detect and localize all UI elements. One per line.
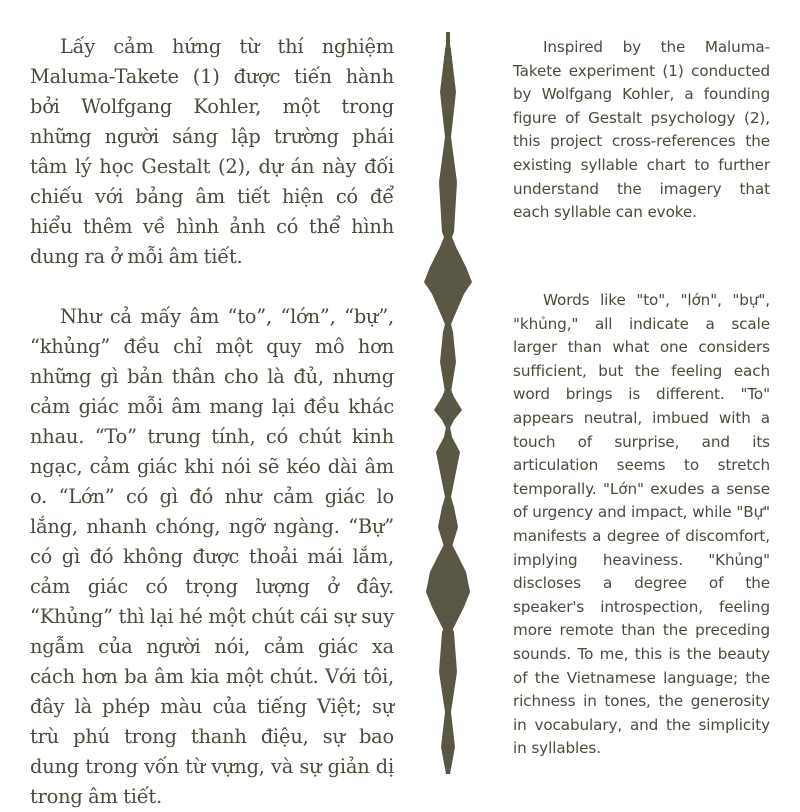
- english-text-block-1: [513, 36, 770, 225]
- divider-segment-top: [439, 32, 457, 247]
- divider-segment-bottom: [439, 617, 457, 774]
- english-paragraph-2: Words like "to", "lớn", "bự", "khủng," all indicate a scale larger than what one considers sufficient, but the feeling each word brings is different. "To" appears neutral, imbued with a touch of surprise, and its articulation seems to stretch temporally. "Lớn" exudes a sense of urgency and impact, while "Bự" manifests a degree of discomfort, implying heaviness. "Khủng" discloses a degree of the speaker's introspection, feeling more remote than the preceding sounds. To me, this is the beauty of the Vietnamese language; the richness in tones, the generosity in vocabulary, and the simplicity in syllables.: [513, 291, 770, 758]
- jagged-vertical-divider-icon: [420, 32, 476, 774]
- english-paragraph-1: Inspired by the Maluma-Takete experiment (1) conducted by Wolfgang Kohler, a founding figure of Gestalt psychology (2), this project cross-references the existing syllable chart to further understand the imagery that each syllable can evoke.: [513, 38, 770, 222]
- vietnamese-text-column: [30, 32, 394, 812]
- vietnamese-paragraph-2: Như cả mấy âm “to”, “lớn”, “bự”, “khủng” đều chỉ một quy mô hơn những gì bản thân cho là đủ, nhưng cảm giác mỗi âm mang lại đều khác nhau. “To” trung tính, có chút kinh ngạc, cảm giác khi nói sẽ kéo dài âm o. “Lớn” có gì đó như cảm giác lo lắng, nhanh chóng, ngỡ ngàng. “Bự” có gì đó không được thoải mái lắm, cảm giác có trọng lượng ở đây. “Khủng” thì lại hé một chút cái sự suy ngẫm của người nói, cảm giác xa cách hơn ba âm kia một chút. Với tôi, đây là phép màu của tiếng Việt; sự trù phú trong thanh điệu, sự bao dung trong vốn từ vựng, và sự giản dị trong âm tiết.: [30, 305, 394, 808]
- vietnamese-paragraph-1: Lấy cảm hứng từ thí nghiệm Maluma-Takete (1) được tiến hành bởi Wolfgang Kohler, một trong những người sáng lập trường phái tâm lý học Gestalt (2), dự án này đối chiếu với bảng âm tiết hiện có để hiểu thêm về hình ảnh có thể hình dung ra ở mỗi âm tiết.: [30, 35, 394, 268]
- english-text-block-2: [513, 289, 770, 761]
